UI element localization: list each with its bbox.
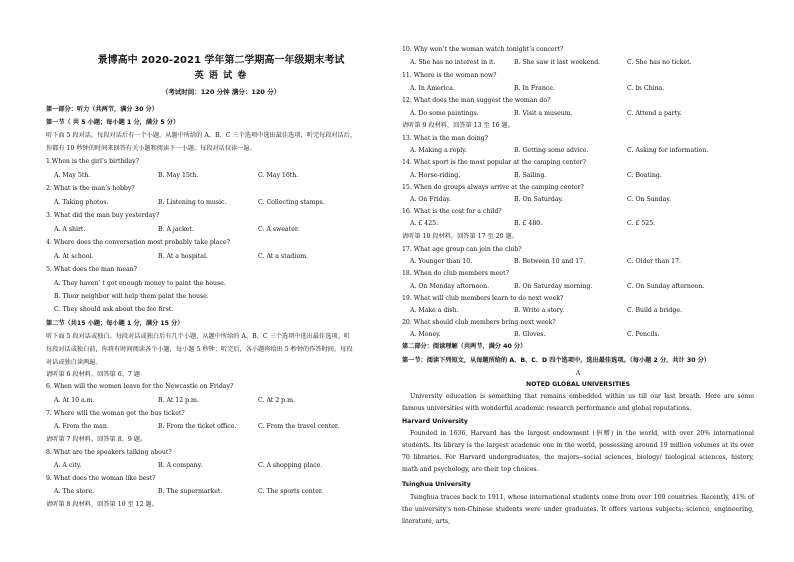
option-a: A. At school. [54, 253, 94, 260]
option-a: A. The store. [54, 488, 95, 495]
option-b: B. Their neighbor will help them paint the house. [54, 293, 209, 300]
option-a: A. They haven’ t got enough money to paint the house. [54, 280, 226, 287]
tsinghua-paragraph: Tsinghua traces back to 1911, whose international students come from over 100 countries. Recently, 41% of the university's non-Chinese students were under graduates. It offers various subjects: science, engineering, literature, arts, [402, 494, 754, 525]
question-stem: 8. What are the speakers talking about? [46, 449, 172, 456]
option-b: B. Between 10 and 17. [514, 258, 586, 265]
question-stem: 9. What does the woman like best? [46, 475, 156, 482]
option-c: C. Build a bridge. [627, 307, 682, 314]
option-a: A. Taking photos. [54, 199, 109, 206]
option-a: A. Younger than 10. [410, 258, 473, 265]
option-b: B. A jacket. [158, 226, 194, 233]
option-b: B. On Saturday morning. [514, 283, 593, 290]
tsinghua-heading: Tsinghua University [402, 481, 471, 488]
option-c: C. Attend a party. [627, 110, 682, 117]
option-b: B. The supermarket. [158, 488, 223, 495]
option-b: B. Listening to music. [158, 199, 227, 206]
section2-title: 第二节（共15 小题；每小题 1 分，满分 15 分） [46, 320, 184, 327]
option-a: A. Making a reply. [410, 147, 467, 154]
option-c: C. Older than 17. [627, 258, 681, 265]
question-stem: 19. What will club members learn to do next week? [402, 295, 564, 302]
option-c: C. Asking for information. [627, 147, 709, 154]
question-stem: 18. When do club members meet? [402, 270, 509, 277]
question-stem: 15. When do groups always arrive at the camping center? [402, 184, 584, 191]
option-c: C. The sports center. [258, 488, 324, 495]
option-c: C. On Sunday. [627, 196, 671, 203]
option-b: B. Write a story. [514, 307, 565, 314]
school-title: 景博高中 2020-2021 学年第二学期高一年级期末考试 [97, 55, 345, 66]
option-c: C. May 16th. [258, 172, 299, 179]
option-b: B. On Saturday. [514, 196, 564, 203]
option-c: C. £ 525. [627, 220, 656, 227]
option-a: A. May 5th. [54, 172, 91, 179]
option-b: B. Gloves. [514, 331, 546, 338]
option-a: A. In America. [410, 85, 455, 92]
option-a: A. £ 425. [410, 220, 439, 227]
option-a: A. She has no interest in it. [410, 59, 496, 66]
option-c: C. In China. [627, 85, 665, 92]
question-stem: 16. What is the cost for a child? [402, 208, 502, 215]
passage-letter: A [575, 370, 581, 377]
option-c: C. At 2 p.m. [258, 397, 295, 404]
option-c: C. Collecting stamps. [258, 199, 325, 206]
question-stem: 12. What does the man suggest the woman do? [402, 97, 551, 104]
section2-instruction: 对话或独白读两遍。 [46, 359, 102, 366]
harvard-paragraph: Founded in 1636, Harvard has the largest endowment (捐赠) in the world, with over 20% international students. Its library is the largest academic one in the world, possessing around 19 million volumes at its over 70 libraries. For Harvard undergraduates, the majors--social sciences, biology/ biological sciences, history, math and psychology, are their top choices. [402, 430, 754, 473]
intro-paragraph: University education is something that remains embedded within us till our last breath. Here are some famous universities with wonderful academic research performance and global reputations. [402, 393, 754, 412]
question-stem: 2. What is the man’s hobby? [46, 185, 135, 192]
option-b: B. A company. [158, 462, 203, 469]
option-c: C. On Sunday afternoon. [627, 283, 705, 290]
exam-info: （考试时间：120 分钟 满分：120 分） [161, 88, 281, 96]
harvard-heading: Harvard University [402, 418, 468, 425]
option-c: C. Pencils. [627, 331, 660, 338]
question-stem: 5. What does the man mean? [46, 266, 137, 273]
option-b: B. At a hospital. [158, 253, 208, 260]
option-a: A. Money. [410, 331, 441, 338]
option-a: A. On Friday. [410, 196, 451, 203]
option-a: A. From the man. [54, 423, 109, 430]
option-a: A. At 10 a.m. [54, 397, 95, 404]
section2-instruction: 每段对话或独白前，你将有时间阅读各个小题，每小题 5 秒钟；听完后，各小题将给出 5 秒钟的作答时间。每段 [46, 346, 353, 353]
subject-title: 英 语 试 卷 [194, 71, 248, 81]
question-stem: 20. What should club members bring next week? [402, 319, 556, 326]
material-note: 请听第 8 段材料，回答第 10 至 12 题。 [46, 501, 158, 508]
option-b: B. Visit a museum. [514, 110, 573, 117]
question-stem: 17. What age group can join the club? [402, 246, 522, 253]
option-b: B. Sailing. [514, 172, 547, 179]
option-c: C. Boating. [627, 172, 662, 179]
question-stem: 1.When is the girl’s birthday? [46, 158, 139, 165]
option-c: C. From the travel center. [258, 423, 340, 430]
question-stem: 11. Where is the woman now? [402, 72, 497, 79]
passage-title: NOTED GLOBAL UNIVERSITIES [525, 381, 631, 388]
part2-title: 第二部分：阅读理解（共两节，满分 40 分） [402, 343, 527, 350]
option-b: B. She saw it last weekend. [514, 59, 601, 66]
material-note: 请听第 10 段材料，回答第 17 至 20 题。 [402, 233, 518, 240]
option-b: B. In France. [514, 85, 555, 92]
section1-title: 第一节（ 共 5 小题；每小题 1 分，满分 5 分） [46, 119, 180, 126]
option-b: B. £ 480. [514, 220, 543, 227]
material-note: 请听第 6 段材料，回答第 6、7 题 [46, 371, 140, 378]
material-note: 请听第 7 段材料，回答第 8、9 题。 [46, 436, 147, 443]
question-stem: 7. Where will the woman get the bus ticket? [46, 410, 185, 417]
option-c: C. A shopping place. [258, 462, 323, 469]
option-a: A. On Monday afternoon. [410, 283, 490, 290]
section2-instruction: 听下面 5 段对话或独白。每段对话或独白后有几个小题，从题中所给的 A、B、C 三个选项中选出最佳选项。听 [46, 333, 350, 340]
option-c: C. At a stadium. [258, 253, 309, 260]
option-a: A. A shirt. [54, 226, 86, 233]
option-b: B. From the ticket office. [158, 423, 237, 430]
part1-title: 第一部分：听力（共两节，满分 30 分） [46, 106, 158, 113]
question-stem: 4. Where does the conversation most probably take place? [46, 239, 230, 246]
option-c: C. She has no ticket. [627, 59, 692, 66]
option-a: A. A city. [54, 462, 82, 469]
question-stem: 3. What did the man buy yesterday? [46, 212, 160, 219]
option-c: C. A sweater. [258, 226, 300, 233]
material-note: 请听第 9 段材料，回答第 13 至 16 题。 [402, 122, 514, 129]
option-b: B. Getting some advice. [514, 147, 589, 154]
option-a: A. Make a dish. [410, 307, 459, 314]
question-stem: 13. What is the man doing? [402, 135, 488, 142]
question-stem: 6. When will the women leave for the Newcastle on Friday? [46, 383, 234, 390]
option-b: B. May 15th. [158, 172, 199, 179]
option-b: B. At 12 p.m. [158, 397, 199, 404]
section1-instruction: 你都有 10 秒钟的时间来回答有关小题和阅读下一小题。每段对话仅读一遍。 [46, 145, 256, 152]
part2-section1-instruction: 第一节：阅读下列短文，从每题所给的 A、B、C、D 四个选项中，选出最佳选项。（每小题 2 分，共计 30 分） [402, 357, 710, 364]
option-c: C. They should ask about the fee first. [54, 306, 174, 313]
question-stem: 10. Why won’t the woman watch tonight’s concert? [402, 46, 564, 53]
option-a: A. Do some paintings. [410, 110, 479, 117]
question-stem: 14. What sport is the most popular at the camping center? [402, 159, 586, 166]
section1-instruction: 听下面 5 段对话。每段对话后有一个小题，从题中所给的 A、B、C 三个选项中选出最佳选项，听完每段对话后， [46, 132, 357, 139]
option-a: A. Horse-riding. [410, 172, 461, 179]
